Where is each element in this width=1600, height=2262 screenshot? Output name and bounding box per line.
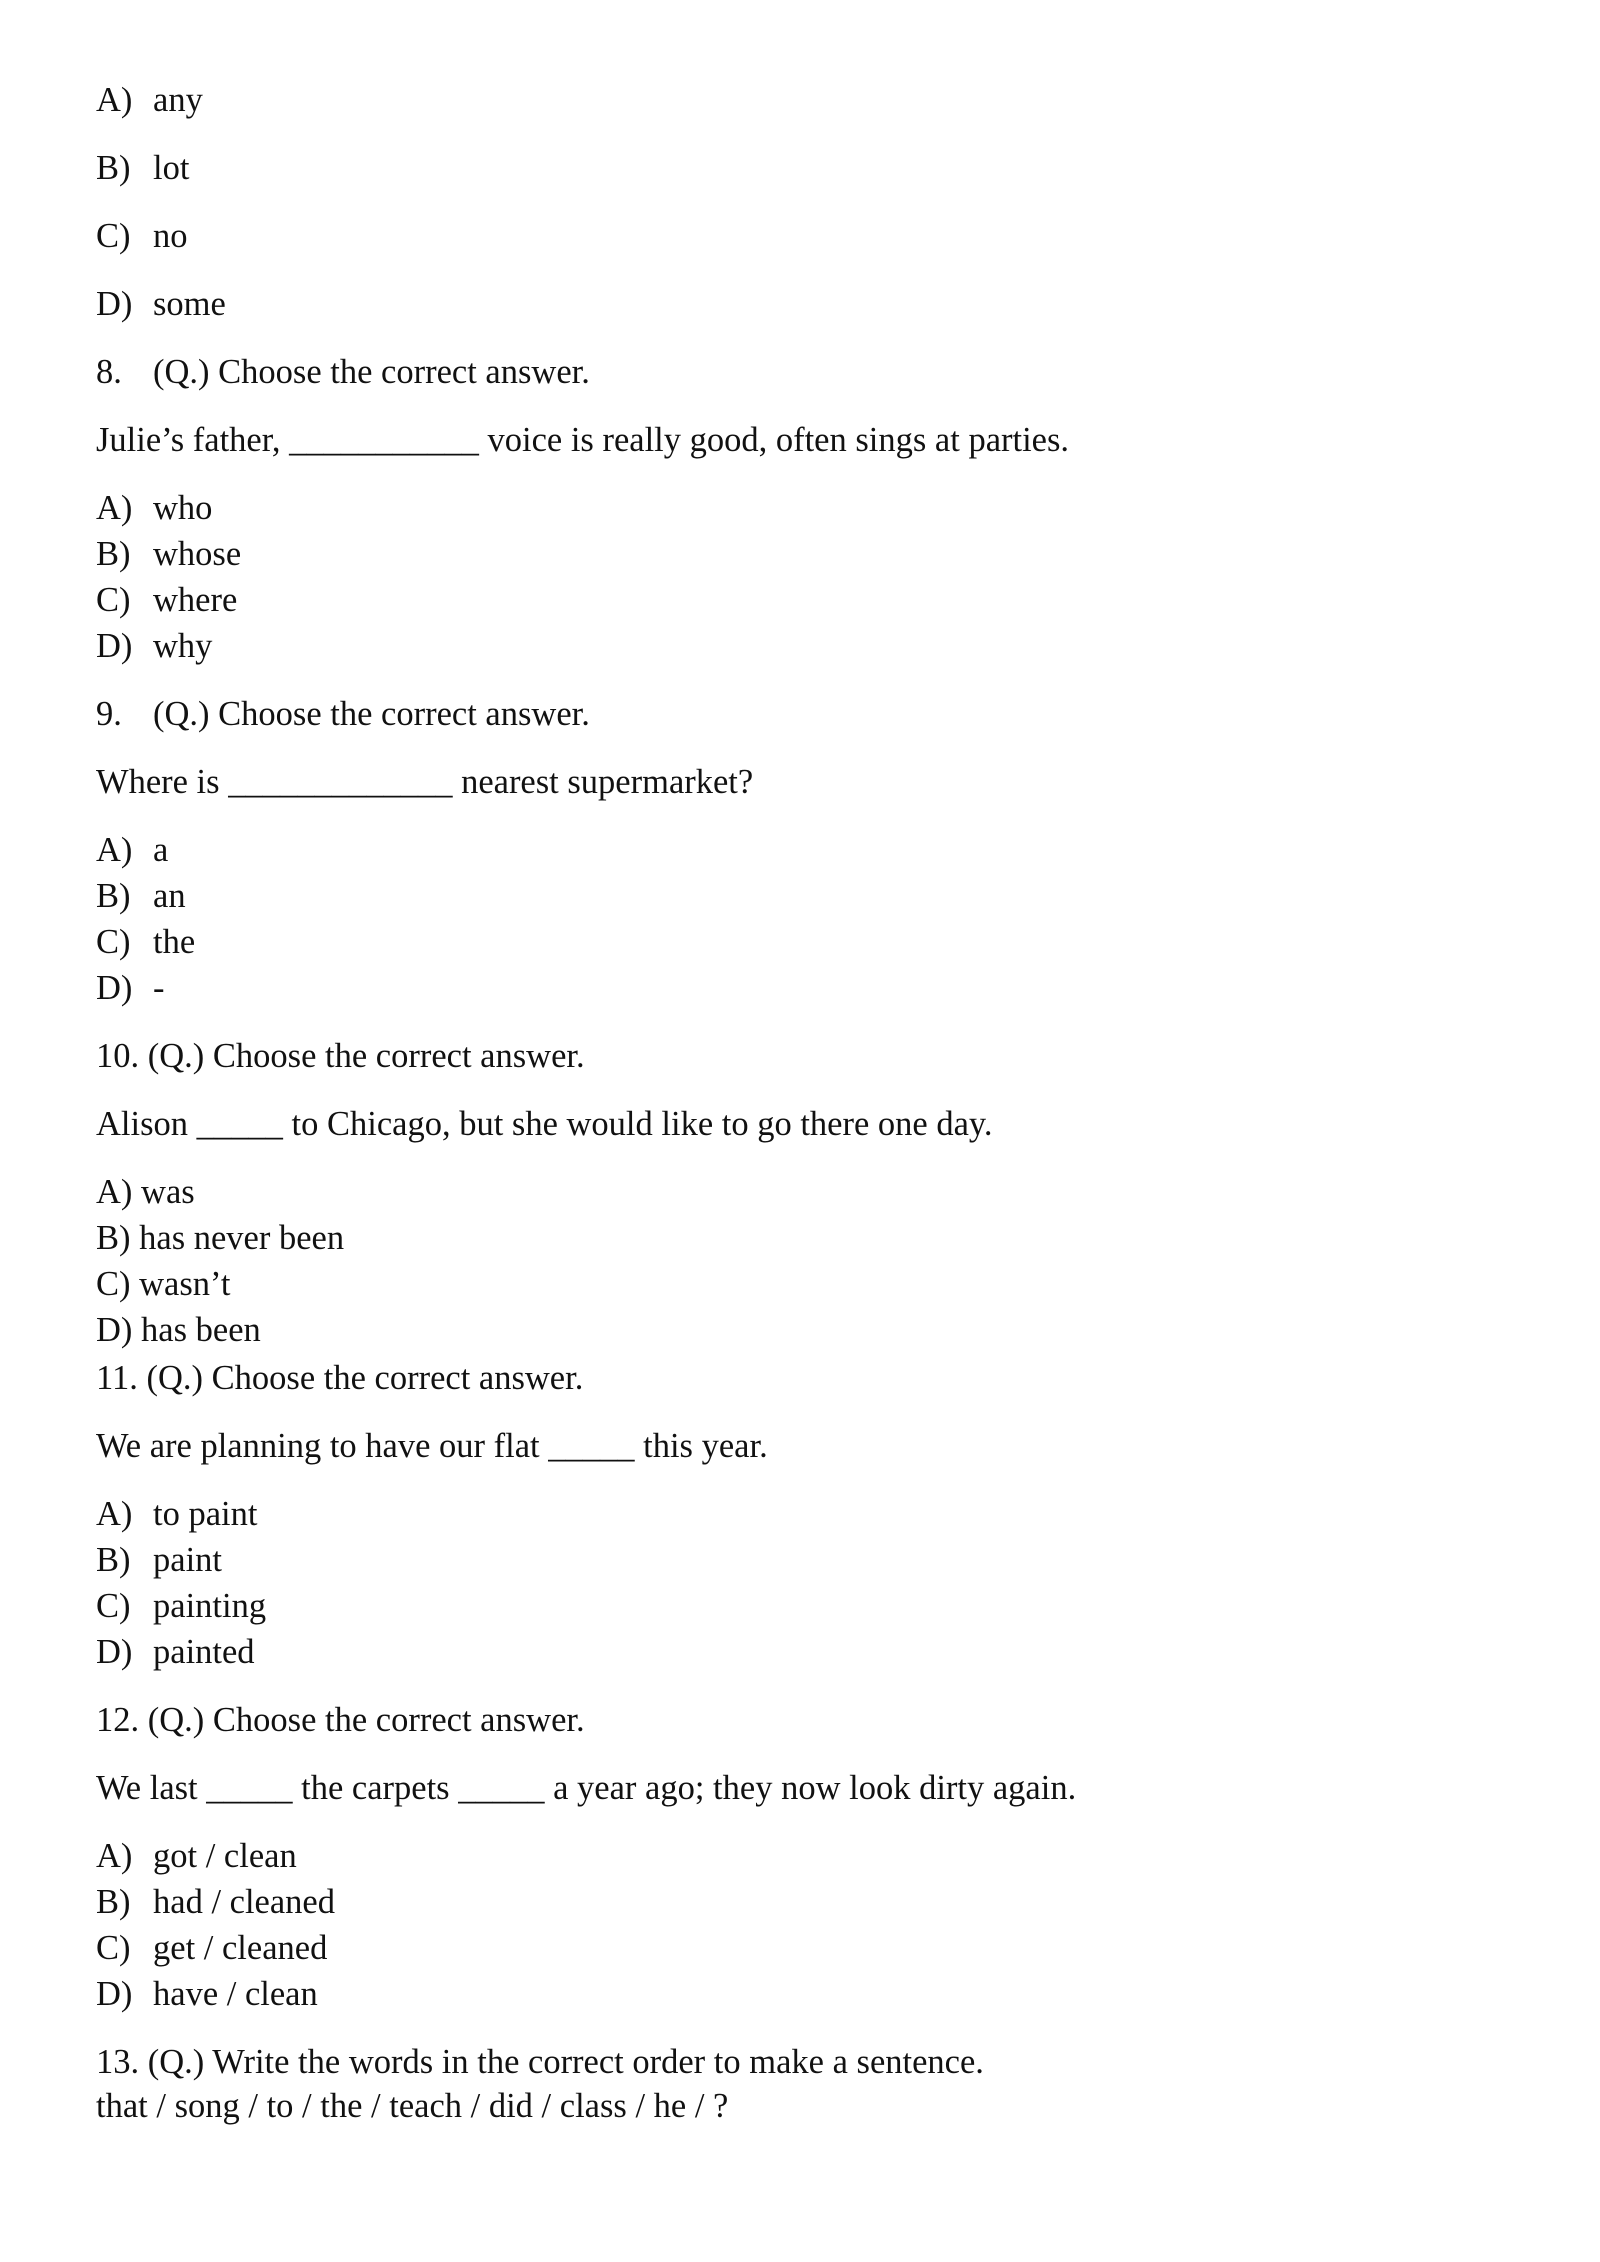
option-text: who: [153, 489, 213, 527]
question-prompt: Julie’s father, ___________ voice is really good, often sings at parties.: [96, 421, 1070, 459]
option-text: paint: [153, 1541, 222, 1579]
question-prompt: Alison _____ to Chicago, but she would like to go there one day.: [96, 1105, 993, 1143]
option-label: A): [96, 1837, 133, 1875]
question-prompt: Where is _____________ nearest supermarket?: [96, 763, 754, 801]
question-heading: [96, 1036, 585, 1076]
option-text: painted: [153, 1633, 255, 1671]
option-d: [96, 284, 226, 324]
option-label: C): [96, 1587, 131, 1625]
option-label: D): [96, 1633, 133, 1671]
option-c: [96, 1928, 327, 1968]
question-prompt: that / song / to / the / teach / did / class / he / ?: [96, 2087, 729, 2125]
option-text: -: [153, 969, 165, 1007]
question-heading: [96, 352, 590, 392]
question-number: 13.: [96, 2043, 140, 2081]
option-text: to paint: [153, 1495, 258, 1533]
option-d: [96, 968, 165, 1008]
question-number: 10.: [96, 1037, 140, 1075]
option-text: lot: [153, 149, 190, 187]
option-label: A): [96, 81, 133, 119]
option-label: D): [96, 627, 133, 665]
question-number: 8.: [96, 353, 122, 391]
option-label: A): [96, 489, 133, 527]
option-a: [96, 80, 203, 120]
option-label: B): [96, 1541, 131, 1579]
option-c: [96, 580, 237, 620]
option-label: A): [96, 831, 133, 869]
option-label: B): [96, 535, 131, 573]
question-instruction: (Q.) Choose the correct answer.: [153, 695, 590, 733]
option-c: [96, 216, 188, 256]
option-label: B): [96, 149, 131, 187]
option-text: have / clean: [153, 1975, 318, 2013]
option-text: had / cleaned: [153, 1883, 335, 1921]
option-a: [96, 830, 168, 870]
option-label: A): [96, 1495, 133, 1533]
option-text: got / clean: [153, 1837, 297, 1875]
option-label: B): [96, 877, 131, 915]
option-text: a: [153, 831, 169, 869]
option-b: [96, 1882, 335, 1922]
question-prompt: We are planning to have our flat _____ this year.: [96, 1427, 768, 1465]
option-a: [96, 488, 212, 528]
question-heading: [96, 694, 590, 734]
option-c: [96, 1586, 266, 1626]
question-number: 11.: [96, 1359, 138, 1397]
option-text: whose: [153, 535, 242, 573]
option-label: D): [96, 285, 133, 323]
option-a: A) was: [96, 1173, 195, 1211]
option-label: C): [96, 923, 131, 961]
option-label: C): [96, 581, 131, 619]
option-label: C): [96, 217, 131, 255]
option-c: C) wasn’t: [96, 1265, 231, 1303]
question-instruction: (Q.) Choose the correct answer.: [146, 1359, 584, 1397]
option-label: D): [96, 1975, 133, 2013]
question-instruction: (Q.) Write the words in the correct order to make a sentence.: [147, 2043, 984, 2081]
option-c: [96, 922, 195, 962]
option-text: get / cleaned: [153, 1929, 328, 1967]
question-heading: [96, 1358, 583, 1398]
option-text: some: [153, 285, 226, 323]
option-a: [96, 1494, 257, 1534]
option-d: [96, 1974, 318, 2014]
option-a: [96, 1836, 297, 1876]
option-text: where: [153, 581, 238, 619]
option-d: [96, 626, 212, 666]
option-label: D): [96, 969, 133, 1007]
option-text: the: [153, 923, 196, 961]
question-heading: [96, 2042, 984, 2082]
option-label: C): [96, 1929, 131, 1967]
option-b: [96, 534, 241, 574]
question-instruction: (Q.) Choose the correct answer.: [147, 1701, 585, 1739]
option-text: an: [153, 877, 186, 915]
option-b: [96, 1540, 222, 1580]
option-label: B): [96, 1883, 131, 1921]
option-b: [96, 148, 189, 188]
question-instruction: (Q.) Choose the correct answer.: [147, 1037, 585, 1075]
question-number: 9.: [96, 695, 122, 733]
question-prompt: We last _____ the carpets _____ a year ago; they now look dirty again.: [96, 1769, 1077, 1807]
option-b: B) has never been: [96, 1219, 345, 1257]
question-instruction: (Q.) Choose the correct answer.: [153, 353, 590, 391]
option-text: any: [153, 81, 203, 119]
option-text: painting: [153, 1587, 267, 1625]
option-d: D) has been: [96, 1311, 261, 1349]
question-heading: [96, 1700, 585, 1740]
question-number: 12.: [96, 1701, 140, 1739]
option-text: no: [153, 217, 188, 255]
option-d: [96, 1632, 255, 1672]
option-b: [96, 876, 186, 916]
option-text: why: [153, 627, 213, 665]
